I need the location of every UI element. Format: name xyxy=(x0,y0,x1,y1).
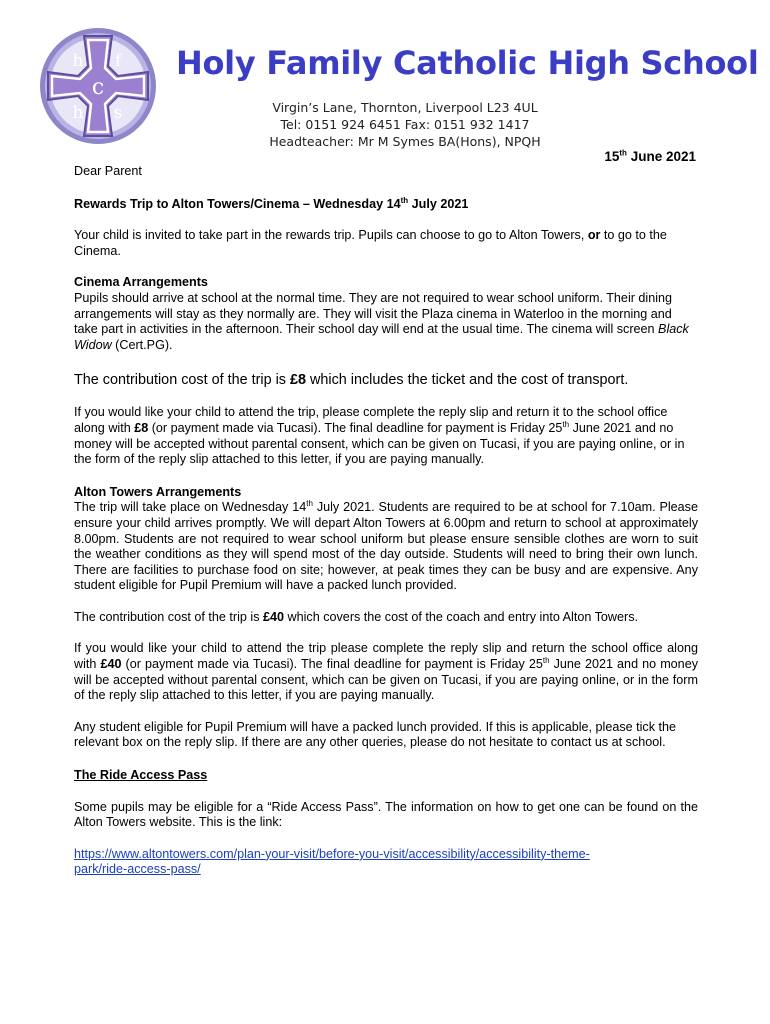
cinema-payment-paragraph: If you would like your child to attend the trip, please complete the reply slip and return it to the school office along with £8 (or payment made via Tucasi). The final deadline for payment is Friday 25th June 2021 and no money will be accepted without parental consent, which can be given on Tucasi, if you are paying online, or in the form of the reply slip attached to this letter, if you are paying manually. xyxy=(74,405,685,467)
school-address: Virgin’s Lane, Thornton, Liverpool L23 4UL xyxy=(272,100,538,115)
salutation: Dear Parent xyxy=(74,164,142,178)
logo-letter-tl: h xyxy=(72,51,84,71)
alton-paragraph: The trip will take place on Wednesday 14th July 2021. Students are required to be at school for 7.10am. Please ensure your child arrives promptly. We will depart Alton Towers at 6.00pm and return to school at approximately 8.00pm. Students are not required to wear school uniform but please ensure sensible clothes are worn to suit the weather conditions as they will spend most of the day outside. Students will need to bring their own lunch. There are facilities to purchase food on site; however, at peak times they can be busy and are expensive. Any student eligible for Pupil Premium will have a packed lunch provided. xyxy=(74,499,698,593)
intro-paragraph: Your child is invited to take part in the rewards trip. Pupils can choose to go to Alton Towers, or to go to the Cinema. xyxy=(74,228,667,258)
ride-pass-paragraph: Some pupils may be eligible for a “Ride Access Pass”. The information on how to get one can be found on the Alton Towers website. This is the link: xyxy=(74,799,698,830)
school-phone-fax: Tel: 0151 924 6451 Fax: 0151 932 1417 xyxy=(280,117,530,132)
logo-letter-tr: f xyxy=(114,51,122,71)
letter-subject: Rewards Trip to Alton Towers/Cinema – Wednesday 14th July 2021 xyxy=(74,195,469,211)
headteacher-line: Headteacher: Mr M Symes BA(Hons), NPQH xyxy=(269,134,541,149)
logo-letter-bl: h xyxy=(72,103,84,123)
alton-payment-paragraph: If you would like your child to attend the trip please complete the reply slip and return the school office along with £40 (or payment made via Tucasi). The final deadline for payment is Friday 25th June 2021 and no money will be accepted without parental consent, which can be given on Tucasi, if you are paying online, or in the form of the reply slip attached to this letter, if you are paying manually. xyxy=(74,641,698,703)
alton-heading: Alton Towers Arrangements xyxy=(74,484,242,499)
logo-letter-br: s xyxy=(113,103,123,123)
letter-body xyxy=(74,164,698,878)
cinema-paragraph: Pupils should arrive at school at the normal time. They are not required to wear school uniform. Their dining arrangements will stay as they normally are. They will visit the Plaza cinema in Waterloo in the morning and take part in activities in the afternoon. Their school day will end at the usual time. The cinema will screen Black Widow (Cert.PG). xyxy=(74,290,689,352)
cinema-cost: The contribution cost of the trip is £8 which includes the ticket and the cost of transport. xyxy=(74,372,629,389)
school-crest-logo xyxy=(38,26,158,146)
ride-pass-link[interactable] xyxy=(74,847,698,878)
alton-cost: The contribution cost of the trip is £40 which covers the cost of the coach and entry into Alton Towers. xyxy=(74,609,638,624)
cinema-heading: Cinema Arrangements xyxy=(74,275,208,290)
ride-pass-heading: The Ride Access Pass xyxy=(74,768,208,783)
ride-pass-link-line2[interactable]: park/ride-access-pass/ xyxy=(74,862,201,877)
letter-date: 15th June 2021 xyxy=(604,148,696,164)
pupil-premium-paragraph: Any student eligible for Pupil Premium will have a packed lunch provided. If this is applicable, please tick the relevant box on the reply slip. If there are any other queries, please do not hesitate to contact us at school. xyxy=(74,719,677,750)
school-name: Holy Family Catholic High School xyxy=(176,44,759,82)
logo-letter-center: c xyxy=(91,75,105,100)
ride-pass-link-line1[interactable]: https://www.altontowers.com/plan-your-visit/before-you-visit/accessibility/accessibility-theme- xyxy=(74,846,590,861)
